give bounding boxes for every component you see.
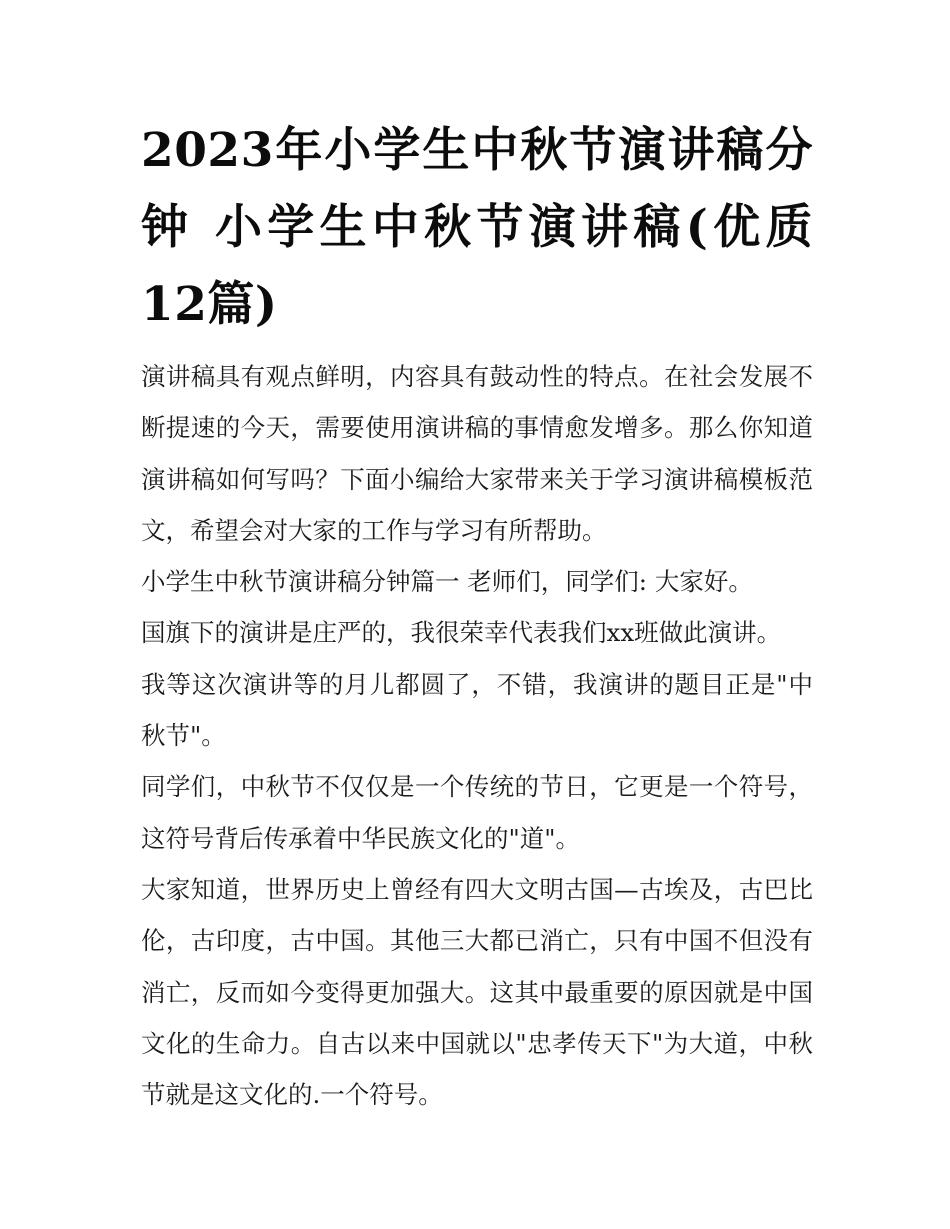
speech-paragraph: 我等这次演讲等的月儿都圆了，不错，我演讲的题目正是"中秋节"。: [141, 669, 813, 751]
speech-paragraph: 国旗下的演讲是庄严的，我很荣幸代表我们xx班做此演讲。: [141, 618, 782, 648]
intro-paragraph: 演讲稿具有观点鲜明，内容具有鼓动性的特点。在社会发展不断提速的今天，需要使用演讲稿的事情愈发增多。那么你知道演讲稿如何写吗？下面小编给大家带来关于学习演讲稿模板范文，希望会对大家的工作与学习有所帮助。: [141, 362, 813, 545]
speech-heading-paragraph: 小学生中秋节演讲稿分钟篇一 老师们，同学们: 大家好。: [141, 567, 753, 597]
document-body: [141, 112, 813, 1120]
speech-paragraph: 同学们，中秋节不仅仅是一个传统的节日，它更是一个符号，这符号背后传承着中华民族文化的"道"。: [141, 772, 813, 853]
speech-paragraph: 大家知道，世界历史上曾经有四大文明古国—古埃及，古巴比伦，古印度，古中国。其他三大都已消亡，只有中国不但没有消亡，反而如今变得更加强大。这其中最重要的原因就是中国文化的生命力。自古以来中国就以"忠孝传天下"为大道，中秋节就是这文化的.一个符号。: [141, 874, 813, 1110]
document-title: 2023年小学生中秋节演讲稿分钟 小学生中秋节演讲稿(优质12篇): [141, 123, 813, 332]
